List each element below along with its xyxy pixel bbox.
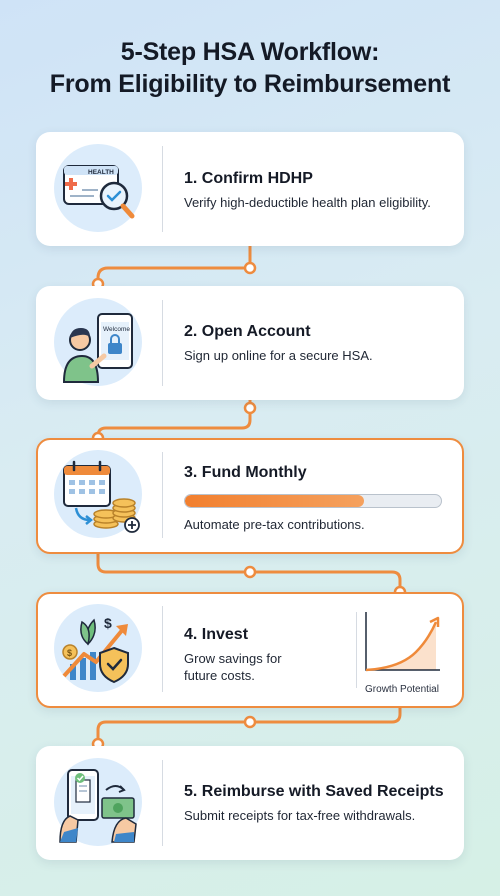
step-divider [162, 452, 163, 538]
connector-node [245, 403, 255, 413]
growth-divider [356, 612, 357, 688]
step-4-description-line-1: Grow savings for [184, 651, 282, 666]
page-title-line-1: 5-Step HSA Workflow: [120, 38, 380, 66]
health-card-magnifier-icon [54, 144, 142, 232]
contribution-progress-fill [185, 495, 364, 507]
svg-text:$: $ [67, 648, 73, 658]
connector-node [245, 567, 255, 577]
calendar-coins-icon [54, 450, 142, 538]
connector-3-4-left [98, 553, 250, 572]
connector-1-2 [98, 246, 250, 284]
step-5-description: Submit receipts for tax-free withdrawals. [184, 808, 416, 823]
step-divider [162, 606, 163, 692]
step-4-title: 4. Invest [184, 626, 249, 643]
phone-receipt-cash-icon [54, 758, 142, 846]
step-2-title: 2. Open Account [184, 323, 311, 340]
step-card-3 [36, 438, 464, 554]
step-divider [162, 760, 163, 846]
connector-4-5-left [98, 722, 250, 744]
svg-text:$: $ [104, 615, 112, 631]
step-3-title: 3. Fund Monthly [184, 464, 307, 481]
growth-potential-label: Growth Potential [365, 684, 439, 695]
connector-node [245, 263, 255, 273]
connector-node [245, 717, 255, 727]
connector-4-5-right [250, 707, 400, 722]
connector-3-4-right [250, 572, 400, 592]
step-4-description-line-2: future costs. [184, 668, 255, 683]
page-title [0, 36, 500, 100]
step-2-description: Sign up online for a secure HSA. [184, 348, 373, 363]
step-card-4 [36, 592, 464, 708]
step-1-title: 1. Confirm HDHP [184, 170, 313, 187]
step-card-5 [36, 746, 464, 860]
connector-2-3 [98, 400, 250, 438]
health-card-text: HEALTH [88, 169, 114, 176]
step-card-1 [36, 132, 464, 246]
contribution-progress-bar [184, 494, 442, 508]
page-title-line-2: From Eligibility to Reimbursement [49, 70, 451, 98]
step-divider [162, 300, 163, 386]
step-card-2 [36, 286, 464, 400]
growth-shield-plant-icon [54, 604, 142, 692]
step-3-description: Automate pre-tax contributions. [184, 517, 365, 532]
step-divider [162, 146, 163, 232]
person-tablet-lock-icon [54, 298, 142, 386]
step-1-description: Verify high-deductible health plan eligibility. [184, 195, 431, 210]
tablet-welcome-text: Welcome [103, 326, 130, 333]
step-5-title: 5. Reimburse with Saved Receipts [184, 783, 444, 800]
growth-potential-chart [360, 608, 444, 678]
